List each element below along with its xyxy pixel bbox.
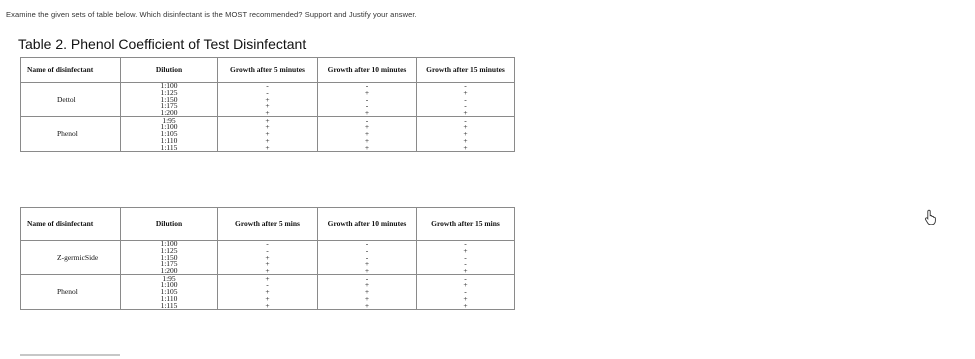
table-body [21, 83, 515, 152]
growth-15-cell: + [417, 248, 515, 255]
growth-15-cell: - [417, 254, 515, 261]
growth-5-cell: + [218, 131, 318, 138]
growth-10-cell: + [318, 268, 417, 275]
growth-10-cell: + [318, 302, 417, 309]
growth-15-cell: + [417, 110, 515, 117]
dilution-cell: 1:95 [121, 117, 218, 124]
growth-15-cell: - [417, 83, 515, 90]
growth-15-cell: + [417, 138, 515, 145]
growth-15-cell: - [417, 96, 515, 103]
dilution-cell: 1:110 [121, 138, 218, 145]
growth-15-cell: + [417, 302, 515, 309]
growth-5-cell: + [218, 117, 318, 124]
scroll-indicator [20, 354, 120, 356]
dilution-cell: 1:115 [121, 144, 218, 151]
growth-10-cell: - [318, 275, 417, 282]
dilution-cell: 1:175 [121, 103, 218, 110]
header-growth-5: Growth after 5 minutes [218, 58, 318, 83]
growth-10-cell: - [318, 248, 417, 255]
growth-15-cell: - [417, 103, 515, 110]
dilution-cell: 1:200 [121, 110, 218, 117]
dilution-cell: 1:150 [121, 96, 218, 103]
growth-10-cell: + [318, 138, 417, 145]
dilution-cell: 1:150 [121, 254, 218, 261]
growth-5-cell: + [218, 124, 318, 131]
growth-15-cell: + [417, 282, 515, 289]
phenol-coefficient-table-2 [20, 207, 515, 310]
growth-10-cell: + [318, 90, 417, 97]
dilution-cell: 1:100 [121, 241, 218, 248]
growth-15-cell: + [417, 144, 515, 151]
dilution-cell: 1:125 [121, 248, 218, 255]
growth-10-cell: + [318, 282, 417, 289]
growth-15-cell: + [417, 296, 515, 303]
growth-15-cell: - [417, 289, 515, 296]
disinfectant-name-cell: Z-germicSide [21, 241, 121, 275]
header-name-of-disinfectant: Name of disinfectant [21, 58, 121, 83]
growth-15-cell: + [417, 268, 515, 275]
dilution-cell: 1:115 [121, 302, 218, 309]
growth-5-cell: + [218, 289, 318, 296]
header-growth-5: Growth after 5 mins [218, 208, 318, 241]
growth-5-cell: - [218, 248, 318, 255]
growth-15-cell: - [417, 117, 515, 124]
dilution-cell: 1:100 [121, 83, 218, 90]
growth-5-cell: + [218, 268, 318, 275]
table-title: Table 2. Phenol Coefficient of Test Disinfectant [18, 36, 307, 52]
dilution-cell: 1:200 [121, 268, 218, 275]
header-growth-10: Growth after 10 minutes [318, 208, 417, 241]
growth-15-cell: - [417, 241, 515, 248]
growth-10-cell: + [318, 289, 417, 296]
disinfectant-name-cell: Phenol [21, 275, 121, 309]
growth-10-cell: - [318, 103, 417, 110]
growth-10-cell: + [318, 110, 417, 117]
growth-5-cell: + [218, 110, 318, 117]
dilution-cell: 1:105 [121, 131, 218, 138]
header-growth-10: Growth after 10 minutes [318, 58, 417, 83]
growth-15-cell: + [417, 131, 515, 138]
header-row [21, 208, 515, 241]
growth-5-cell: - [218, 282, 318, 289]
growth-15-cell: + [417, 124, 515, 131]
disinfectant-name-cell: Phenol [21, 117, 121, 151]
growth-15-cell: - [417, 275, 515, 282]
growth-10-cell: + [318, 144, 417, 151]
growth-5-cell: + [218, 261, 318, 268]
growth-15-cell: - [417, 261, 515, 268]
disinfectant-name-cell: Dettol [21, 83, 121, 117]
growth-5-cell: + [218, 96, 318, 103]
hand-pointer-icon [924, 209, 938, 225]
question-text: Examine the given sets of table below. Which disinfectant is the MOST recommended? Support and Justify your answer. [6, 10, 417, 19]
header-dilution: Dilution [121, 208, 218, 241]
growth-10-cell: - [318, 96, 417, 103]
header-growth-15: Growth after 15 mins [417, 208, 515, 241]
growth-10-cell: + [318, 296, 417, 303]
dilution-cell: 1:125 [121, 90, 218, 97]
growth-10-cell: + [318, 261, 417, 268]
dilution-cell: 1:100 [121, 124, 218, 131]
growth-5-cell: + [218, 275, 318, 282]
growth-5-cell: - [218, 83, 318, 90]
dilution-cell: 1:175 [121, 261, 218, 268]
growth-10-cell: + [318, 131, 417, 138]
growth-10-cell: - [318, 241, 417, 248]
growth-5-cell: + [218, 103, 318, 110]
growth-5-cell: + [218, 254, 318, 261]
dilution-cell: 1:95 [121, 275, 218, 282]
dilution-cell: 1:110 [121, 296, 218, 303]
growth-5-cell: + [218, 144, 318, 151]
dilution-cell: 1:105 [121, 289, 218, 296]
growth-5-cell: - [218, 90, 318, 97]
header-row [21, 58, 515, 83]
phenol-coefficient-table-1 [20, 57, 515, 152]
growth-15-cell: + [417, 90, 515, 97]
growth-5-cell: - [218, 241, 318, 248]
growth-10-cell: - [318, 254, 417, 261]
table-body [21, 241, 515, 310]
growth-5-cell: + [218, 296, 318, 303]
growth-5-cell: + [218, 138, 318, 145]
header-dilution: Dilution [121, 58, 218, 83]
dilution-cell: 1:100 [121, 282, 218, 289]
growth-10-cell: - [318, 117, 417, 124]
header-name-of-disinfectant: Name of disinfectant [21, 208, 121, 241]
header-growth-15: Growth after 15 minutes [417, 58, 515, 83]
growth-10-cell: + [318, 124, 417, 131]
growth-5-cell: + [218, 302, 318, 309]
growth-10-cell: - [318, 83, 417, 90]
